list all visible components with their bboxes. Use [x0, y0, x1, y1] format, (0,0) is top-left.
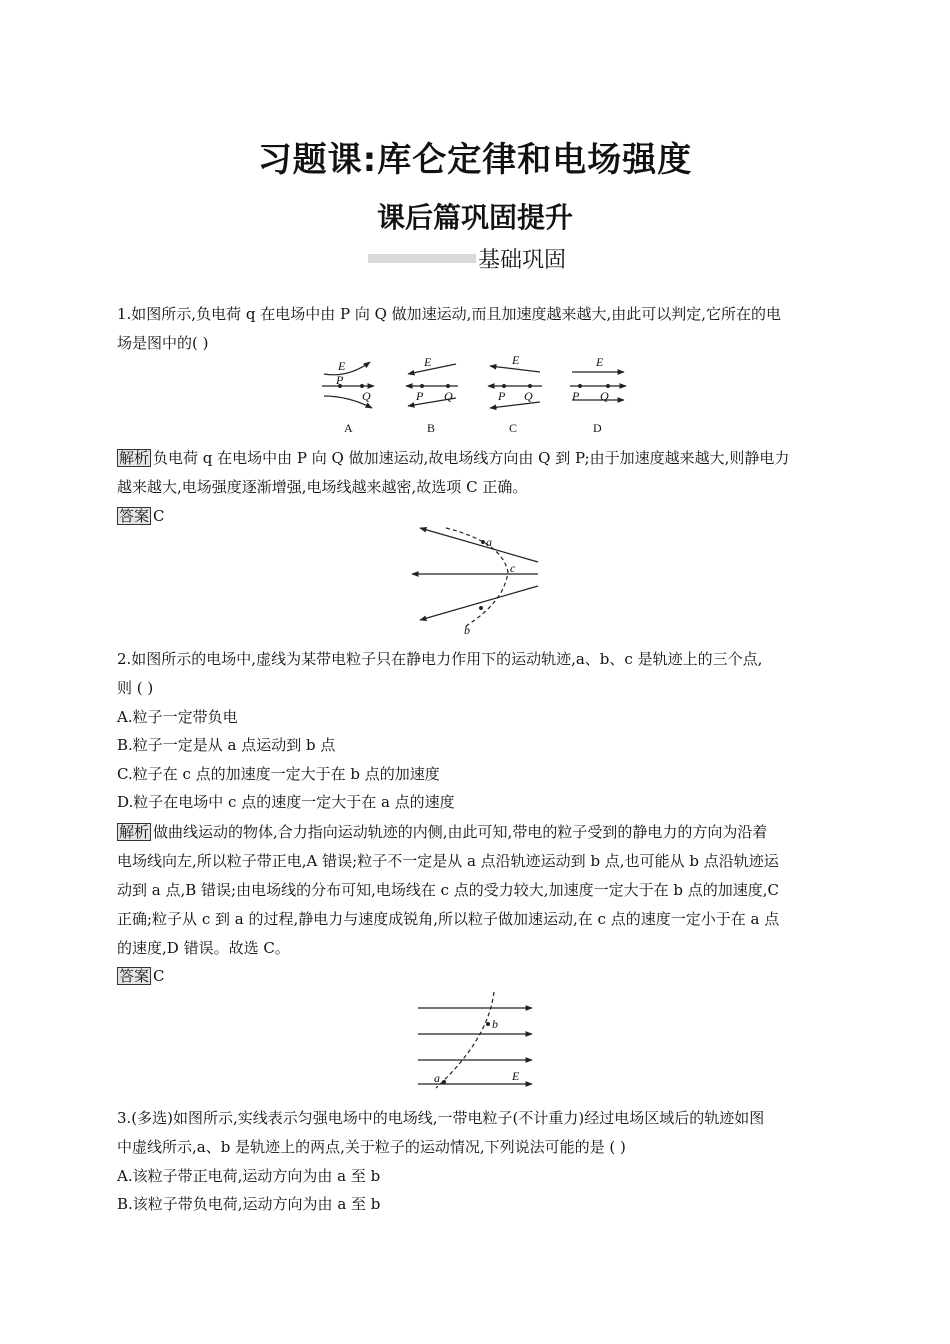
- analysis-text: 做曲线运动的物体,合力指向运动轨迹的内侧,由此可知,带电的粒子受到的静电力的方向为沿着: [153, 823, 768, 841]
- point-q: [360, 384, 364, 388]
- page-title: 习题课:库仑定律和电场强度: [257, 140, 693, 180]
- page-subtitle: 课后篇巩固提升: [376, 201, 573, 234]
- section-heading: 基础巩固: [478, 248, 567, 273]
- option-label-b: B: [427, 421, 436, 435]
- q2-analysis-line5: 的速度,D 错误。故选 C。: [117, 939, 290, 957]
- q3-stem-line2: 中虚线所示,a、b 是轨迹上的两点,关于粒子的运动情况,下列说法可能的是 ( ): [117, 1138, 626, 1156]
- label-a: a: [486, 535, 492, 549]
- q2-stem-line2: 则 ( ): [117, 679, 154, 697]
- q1-analysis-line1: [117, 448, 833, 468]
- q2-analysis-line2: 电场线向左,所以粒子带正电,A 错误;粒子不一定是从 a 点沿轨迹运动到 b 点,也可能从 b 点沿轨迹运: [117, 852, 779, 870]
- label-p: P: [498, 389, 506, 403]
- label-b: b: [492, 1017, 498, 1031]
- label-q: Q: [600, 389, 609, 403]
- q2-answer: [117, 966, 833, 986]
- option-label-d: D: [593, 421, 602, 435]
- label-q: Q: [524, 389, 533, 403]
- q2-stem-line1: 2.如图所示的电场中,虚线为某带电粒子只在静电力作用下的运动轨迹,a、b、c 是轨迹上的三个点,: [117, 650, 763, 668]
- section-bar: [368, 254, 476, 263]
- point-q: [446, 384, 450, 388]
- label-e: E: [512, 1069, 520, 1083]
- label-q: Q: [444, 389, 453, 403]
- point-a: [481, 540, 485, 544]
- q1-stem-line1: 1.如图所示,负电荷 q 在电场中由 P 向 Q 做加速运动,而且加速度越来越大,由此可以判定,它所在的电: [117, 305, 781, 323]
- q2-analysis-line1: [117, 822, 833, 842]
- q2-option-c: C.粒子在 c 点的加速度一定大于在 b 点的加速度: [117, 765, 440, 783]
- option-label-a: A: [344, 421, 353, 435]
- field-line: [408, 364, 456, 374]
- point-p: [502, 384, 506, 388]
- label-p: P: [416, 389, 424, 403]
- field-line: [420, 586, 538, 620]
- q3-option-b: B.该粒子带负电荷,运动方向为由 a 至 b: [117, 1195, 381, 1213]
- q2-option-d: D.粒子在电场中 c 点的速度一定大于在 a 点的速度: [117, 793, 455, 811]
- answer-tag: 答案: [119, 507, 150, 525]
- q2-analysis-line4: 正确;粒子从 c 到 a 的过程,静电力与速度成锐角,所以粒子做加速运动,在 c 点的速度一定小于在 a 点: [117, 910, 780, 928]
- label-b: b: [464, 623, 470, 637]
- point-p: [578, 384, 582, 388]
- q3-stem-line1: 3.(多选)如图所示,实线表示匀强电场中的电场线,一带电粒子(不计重力)经过电场区域后的轨迹如图: [117, 1109, 765, 1127]
- field-line: [324, 362, 370, 375]
- q2-analysis-line3: 动到 a 点,B 错误;由电场线的分布可知,电场线在 c 点的受力较大,加速度一定大于在 b 点的加速度,C: [117, 881, 779, 899]
- analysis-tag: 解析: [119, 449, 150, 467]
- q2-option-b: B.粒子一定是从 a 点运动到 b 点: [117, 736, 336, 754]
- label-e: E: [424, 355, 432, 369]
- label-e: E: [596, 355, 604, 369]
- label-e: E: [512, 353, 520, 367]
- q3-option-a: A.该粒子带正电荷,运动方向为由 a 至 b: [117, 1167, 381, 1185]
- answer-tag: 答案: [119, 967, 150, 985]
- q2-option-a: A.粒子一定带负电: [117, 708, 238, 726]
- q1-analysis-line2: 越来越大,电场强度逐渐增强,电场线越来越密,故选项 C 正确。: [117, 478, 528, 496]
- answer-value: C: [153, 967, 165, 985]
- label-p: P: [336, 373, 344, 387]
- label-e: E: [338, 359, 346, 373]
- answer-value: C: [153, 507, 165, 525]
- point-q: [606, 384, 610, 388]
- analysis-tag: 解析: [119, 823, 150, 841]
- q1-figure: [318, 352, 633, 438]
- point-p: [420, 384, 424, 388]
- field-line: [420, 528, 538, 562]
- label-a: a: [434, 1071, 440, 1085]
- option-label-c: C: [509, 421, 518, 435]
- q2-figure: [410, 522, 542, 638]
- point-a: [442, 1080, 446, 1084]
- analysis-text: 负电荷 q 在电场中由 P 向 Q 做加速运动,故电场线方向由 Q 到 P;由于加速度越来越大,则静电力: [153, 449, 790, 467]
- point-q: [528, 384, 532, 388]
- q3-figure: [416, 990, 538, 1090]
- trajectory: [436, 992, 494, 1088]
- label-c: c: [510, 561, 516, 575]
- q1-stem-line2: 场是图中的( ): [117, 334, 209, 352]
- point-b: [486, 1022, 490, 1026]
- label-q: Q: [362, 389, 371, 403]
- label-p: P: [572, 389, 580, 403]
- trajectory: [446, 528, 508, 626]
- point-b: [479, 606, 483, 610]
